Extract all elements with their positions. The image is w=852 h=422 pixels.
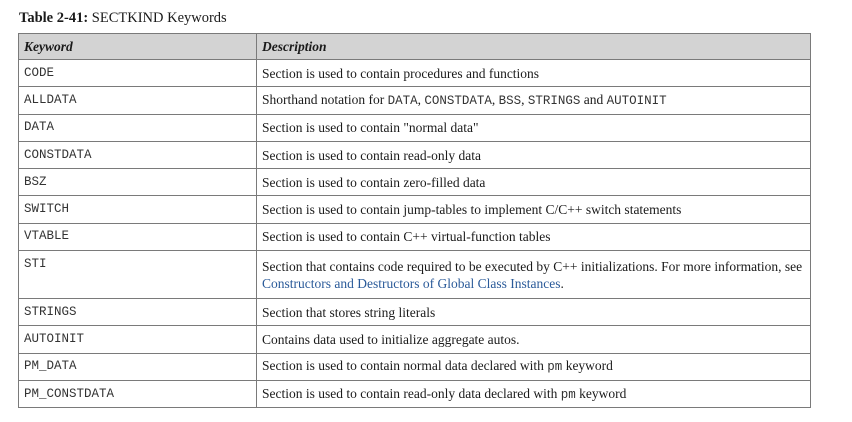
description-text: Section is used to contain read-only data declared with <box>262 385 561 401</box>
description-cell <box>257 251 811 299</box>
table-row <box>19 196 811 223</box>
description-text: and <box>580 91 607 107</box>
table-row <box>19 223 811 250</box>
keyword-cell: VTABLE <box>19 223 257 250</box>
table-row <box>19 353 811 380</box>
keyword-cell: PM_DATA <box>19 353 257 380</box>
table-caption-title: SECTKIND Keywords <box>91 10 227 26</box>
description-cell <box>257 87 811 114</box>
table-row <box>19 141 811 168</box>
inline-code: STRINGS <box>527 93 581 108</box>
description-cell: Section is used to contain C++ virtual-function tables <box>257 223 811 250</box>
constructors-destructors-link[interactable]: Constructors and Destructors of Global Class Instances <box>262 275 561 291</box>
description-cell: Section is used to contain "normal data" <box>257 114 811 141</box>
table-row <box>19 251 811 299</box>
keyword-cell: DATA <box>19 114 257 141</box>
table-row <box>19 299 811 326</box>
inline-code: pm <box>560 387 576 402</box>
column-header-description: Description <box>257 34 811 60</box>
keyword-cell: STRINGS <box>19 299 257 326</box>
keyword-cell: PM_CONSTDATA <box>19 380 257 407</box>
column-header-keyword: Keyword <box>19 34 257 60</box>
description-cell: Section that stores string literals <box>257 299 811 326</box>
inline-code: DATA <box>387 93 418 108</box>
description-cell <box>257 353 811 380</box>
inline-code: BSS <box>498 93 522 108</box>
description-cell: Section is used to contain zero-filled data <box>257 169 811 196</box>
keyword-cell: CONSTDATA <box>19 141 257 168</box>
description-cell: Section is used to contain jump-tables to implement C/C++ switch statements <box>257 196 811 223</box>
description-cell: Section is used to contain read-only data <box>257 141 811 168</box>
keyword-cell: SWITCH <box>19 196 257 223</box>
table-row <box>19 60 811 87</box>
keyword-cell: AUTOINIT <box>19 326 257 353</box>
table-row <box>19 114 811 141</box>
table-row <box>19 380 811 407</box>
description-text: keyword <box>575 385 627 401</box>
inline-code: CONSTDATA <box>424 93 492 108</box>
description-text: , <box>417 91 425 107</box>
keyword-cell: CODE <box>19 60 257 87</box>
keyword-cell: BSZ <box>19 169 257 196</box>
description-text: Section that contains code required to be executed by C++ initializations. For more information, see <box>262 258 803 274</box>
description-text: , <box>521 91 528 107</box>
table-caption-label: Table 2-41: <box>19 10 89 26</box>
description-cell: Contains data used to initialize aggregate autos. <box>257 326 811 353</box>
table-row <box>19 169 811 196</box>
description-text: , <box>491 91 499 107</box>
description-text: Section is used to contain normal data declared with <box>262 358 548 374</box>
description-text: Shorthand notation for <box>262 91 388 107</box>
inline-code: pm <box>547 360 563 375</box>
table-row <box>19 87 811 114</box>
keyword-cell: STI <box>19 251 257 299</box>
description-text: . <box>560 275 564 291</box>
description-cell: Section is used to contain procedures and functions <box>257 60 811 87</box>
sectkind-keywords-table <box>18 33 811 408</box>
description-text: keyword <box>562 358 613 374</box>
inline-code: AUTOINIT <box>606 93 667 108</box>
keyword-cell: ALLDATA <box>19 87 257 114</box>
table-header-row <box>19 34 811 60</box>
description-cell <box>257 380 811 407</box>
table-caption <box>19 9 227 27</box>
table-row <box>19 326 811 353</box>
